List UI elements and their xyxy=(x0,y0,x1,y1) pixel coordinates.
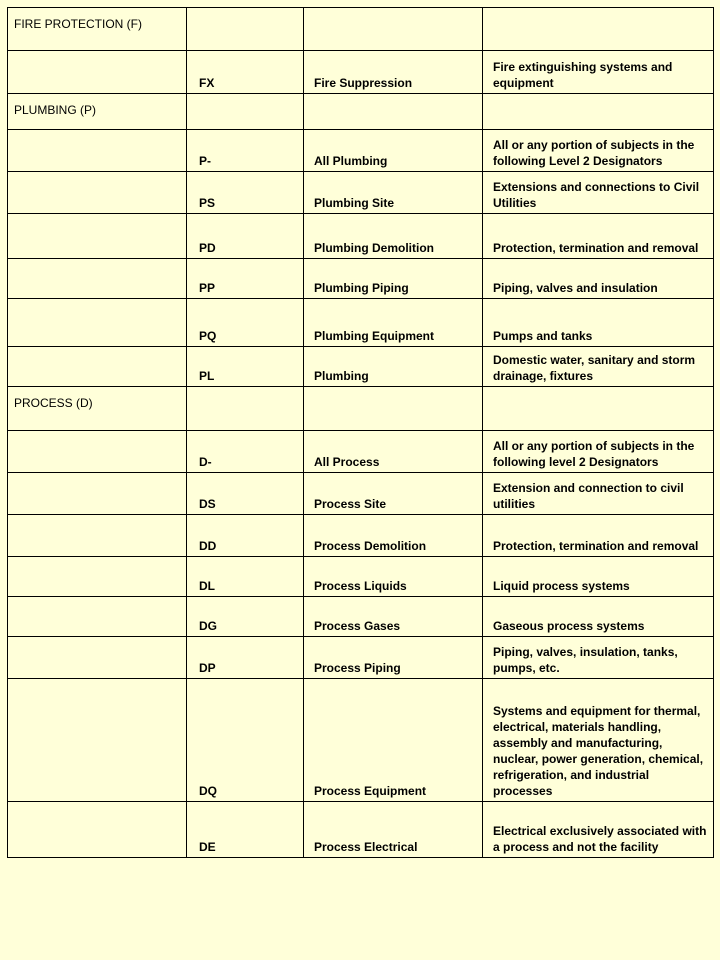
designator-description-cell: Extensions and connections to Civil Utilities xyxy=(483,172,714,214)
table-row xyxy=(8,214,714,259)
empty-cell xyxy=(483,8,714,51)
designator-name-cell: All Plumbing xyxy=(304,130,483,172)
table-row xyxy=(8,51,714,94)
designator-name-cell: All Process xyxy=(304,431,483,473)
group-row xyxy=(8,8,714,51)
designator-name-cell: Plumbing Piping xyxy=(304,259,483,299)
table-row xyxy=(8,431,714,473)
designator-code-cell: D- xyxy=(187,431,304,473)
designator-description-cell: Extension and connection to civil utilities xyxy=(483,473,714,515)
designator-description-cell: Protection, termination and removal xyxy=(483,214,714,259)
designator-code-cell: DL xyxy=(187,557,304,597)
designator-description-cell: Piping, valves, insulation, tanks, pumps, etc. xyxy=(483,637,714,679)
designator-code-cell: FX xyxy=(187,51,304,94)
designator-name-cell: Process Demolition xyxy=(304,515,483,557)
empty-cell xyxy=(8,172,187,214)
table-row xyxy=(8,679,714,802)
designator-name-cell: Process Gases xyxy=(304,597,483,637)
empty-cell xyxy=(8,802,187,858)
designator-name-cell: Process Piping xyxy=(304,637,483,679)
empty-cell xyxy=(483,94,714,130)
designator-description-cell: Systems and equipment for thermal, electrical, materials handling, assembly and manufacturing, nuclear, power generation, chemical, refrigeration, and industrial processes xyxy=(483,679,714,802)
table-row xyxy=(8,347,714,387)
empty-cell xyxy=(8,299,187,347)
designator-code-cell: PD xyxy=(187,214,304,259)
designator-description-cell: Electrical exclusively associated with a process and not the facility xyxy=(483,802,714,858)
empty-cell xyxy=(187,387,304,431)
table-row xyxy=(8,597,714,637)
empty-cell xyxy=(304,94,483,130)
designator-name-cell: Plumbing xyxy=(304,347,483,387)
designator-name-cell: Process Liquids xyxy=(304,557,483,597)
designator-name-cell: Plumbing Site xyxy=(304,172,483,214)
empty-cell xyxy=(8,597,187,637)
empty-cell xyxy=(483,387,714,431)
group-label-cell: PROCESS (D) xyxy=(8,387,187,431)
designator-code-cell: DQ xyxy=(187,679,304,802)
designator-description-cell: Protection, termination and removal xyxy=(483,515,714,557)
empty-cell xyxy=(8,637,187,679)
designator-name-cell: Plumbing Demolition xyxy=(304,214,483,259)
empty-cell xyxy=(8,214,187,259)
empty-cell xyxy=(8,130,187,172)
empty-cell xyxy=(8,515,187,557)
empty-cell xyxy=(8,473,187,515)
empty-cell xyxy=(8,51,187,94)
designator-code-cell: DD xyxy=(187,515,304,557)
designator-name-cell: Process Equipment xyxy=(304,679,483,802)
table-row xyxy=(8,259,714,299)
table-row xyxy=(8,557,714,597)
table-row xyxy=(8,515,714,557)
designator-name-cell: Plumbing Equipment xyxy=(304,299,483,347)
designator-code-cell: DG xyxy=(187,597,304,637)
empty-cell xyxy=(8,557,187,597)
empty-cell xyxy=(187,8,304,51)
table-row xyxy=(8,802,714,858)
group-label-cell: PLUMBING (P) xyxy=(8,94,187,130)
table-row xyxy=(8,172,714,214)
designator-code-cell: PL xyxy=(187,347,304,387)
group-row xyxy=(8,94,714,130)
designator-table xyxy=(7,7,714,858)
group-label-cell: FIRE PROTECTION (F) xyxy=(8,8,187,51)
designator-code-cell: PP xyxy=(187,259,304,299)
empty-cell xyxy=(8,259,187,299)
designator-description-cell: All or any portion of subjects in the following Level 2 Designators xyxy=(483,130,714,172)
table-row xyxy=(8,473,714,515)
empty-cell xyxy=(304,8,483,51)
table-row xyxy=(8,637,714,679)
designator-code-cell: PQ xyxy=(187,299,304,347)
table-body xyxy=(8,8,714,858)
empty-cell xyxy=(304,387,483,431)
designator-description-cell: Piping, valves and insulation xyxy=(483,259,714,299)
empty-cell xyxy=(8,347,187,387)
designator-code-cell: DS xyxy=(187,473,304,515)
designator-name-cell: Process Site xyxy=(304,473,483,515)
empty-cell xyxy=(187,94,304,130)
designator-code-cell: DE xyxy=(187,802,304,858)
designator-description-cell: All or any portion of subjects in the following level 2 Designators xyxy=(483,431,714,473)
empty-cell xyxy=(8,431,187,473)
designator-description-cell: Liquid process systems xyxy=(483,557,714,597)
designator-name-cell: Fire Suppression xyxy=(304,51,483,94)
designator-description-cell: Fire extinguishing systems and equipment xyxy=(483,51,714,94)
designator-name-cell: Process Electrical xyxy=(304,802,483,858)
empty-cell xyxy=(8,679,187,802)
designator-description-cell: Gaseous process systems xyxy=(483,597,714,637)
designator-description-cell: Domestic water, sanitary and storm drainage, fixtures xyxy=(483,347,714,387)
designator-code-cell: P- xyxy=(187,130,304,172)
group-row xyxy=(8,387,714,431)
table-row xyxy=(8,299,714,347)
table-row xyxy=(8,130,714,172)
designator-code-cell: PS xyxy=(187,172,304,214)
designator-description-cell: Pumps and tanks xyxy=(483,299,714,347)
designator-code-cell: DP xyxy=(187,637,304,679)
